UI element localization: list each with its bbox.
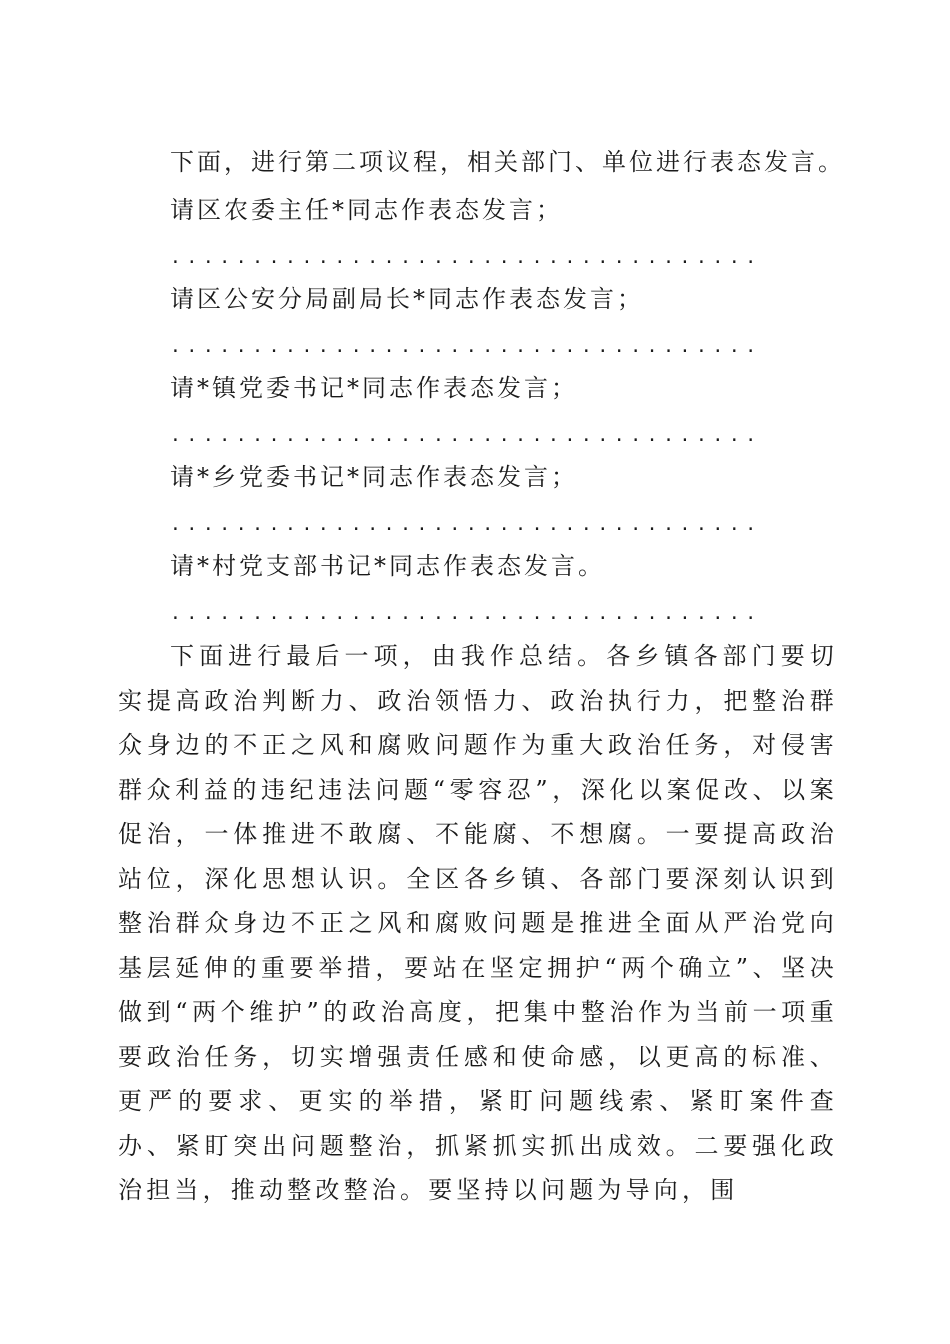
speaker-line-4: 请*乡党委书记*同志作表态发言； [170, 463, 578, 491]
ellipsis-line-2: .................................... [170, 336, 762, 357]
speaker-line-5: 请*村党支部书记*同志作表态发言。 [170, 552, 605, 580]
agenda-intro-line: 下面，进行第二项议程，相关部门、单位进行表态发言。 [170, 148, 845, 176]
ellipsis-line-1: .................................... [170, 247, 762, 268]
speaker-line-1: 请区农委主任*同志作表态发言； [170, 196, 563, 224]
summary-paragraph: 下面进行最后一项，由我作总结。各乡镇各部门要切实提高政治判断力、政治领悟力、政治执行力，把整治群众身边的不正之风和腐败问题作为重大政治任务，对侵害群众利益的违纪违法问题“零容忍”，深化以案促改、以案促治，一体推进不敢腐、不能腐、不想腐。一要提高政治站位，深化思想认识。全区各乡镇、各部门要深刻认识到整治群众身边不正之风和腐败问题是推进全面从严治党向基层延伸的重要举措，要站在坚定拥护“两个确立”、坚决做到“两个维护”的政治高度，把集中整治作为当前一项重要政治任务，切实增强责任感和使命感，以更高的标准、更严的要求、更实的举措，紧盯问题线索、紧盯案件查办、紧盯突出问题整治，抓紧抓实抓出成效。二要强化政治担当，推动整改整治。要坚持以问题为导向，围 [118, 642, 838, 1204]
speaker-line-3: 请*镇党委书记*同志作表态发言； [170, 374, 578, 402]
speaker-line-2: 请区公安分局副局长*同志作表态发言； [170, 285, 644, 313]
ellipsis-line-5: .................................... [170, 603, 762, 624]
ellipsis-line-4: .................................... [170, 514, 762, 535]
ellipsis-line-3: .................................... [170, 425, 762, 446]
